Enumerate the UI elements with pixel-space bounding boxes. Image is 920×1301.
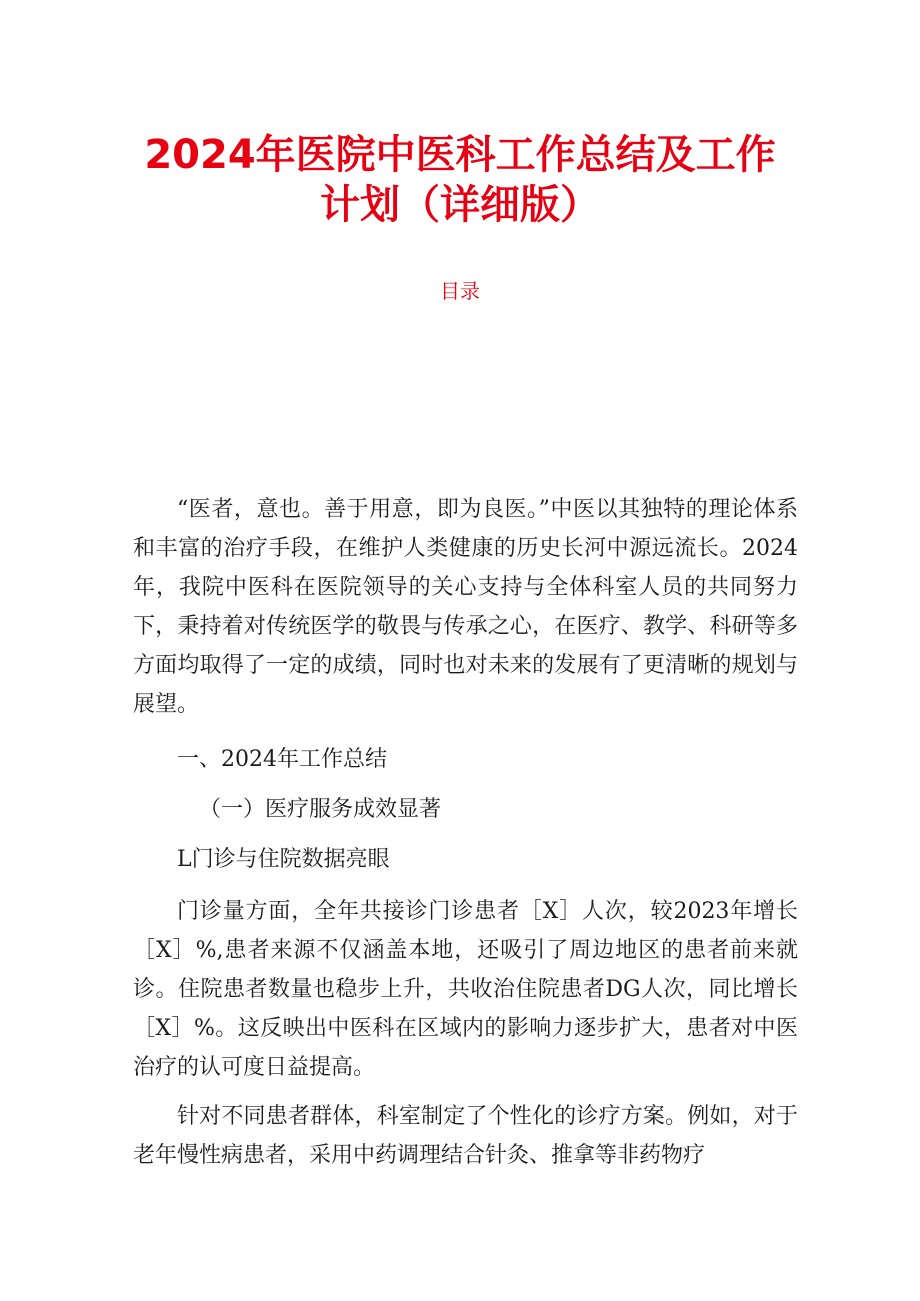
intro-paragraph-block (133, 490, 798, 724)
item-heading-block (133, 845, 798, 875)
section-heading: 一、2024年工作总结 (177, 747, 387, 772)
subsection-heading: （一）医疗服务成效显著 (199, 797, 442, 822)
section-heading-block (133, 745, 798, 775)
outpatient-paragraph-block (133, 892, 798, 1087)
table-of-contents-label: 目录 (440, 279, 480, 303)
outpatient-paragraph: 门诊量方面，全年共接诊门诊患者［X］人次，较2023年增长［X］%,患者来源不仅涵盖本地，还吸引了周边地区的患者前来就诊。住院患者数量也稳步上升，共收治住院患者DG人次，同比增长［X］%。这反映出中医科在区域内的影响力逐步扩大，患者对中医治疗的认可度日益提高。 (133, 899, 798, 1080)
item-heading: L门诊与住院数据亮眼 (177, 847, 390, 872)
document-title-line-1: 2024年医院中医科工作总结及工作 (144, 132, 776, 178)
personalized-paragraph-block (133, 1097, 798, 1175)
subsection-heading-block (133, 795, 798, 825)
personalized-paragraph: 针对不同患者群体，科室制定了个性化的诊疗方案。例如，对于老年慢性病患者，采用中药调理结合针灸、推拿等非药物疗 (133, 1104, 798, 1168)
intro-paragraph: “医者，意也。善于用意，即为良医。”中医以其独特的理论体系和丰富的治疗手段，在维护人类健康的历史长河中源远流长。2024年，我院中医科在医院领导的关心支持与全体科室人员的共同努力下，秉持着对传统医学的敬畏与传承之心，在医疗、教学、科研等多方面均取得了一定的成绩，同时也对未来的发展有了更清晰的规划与展望。 (133, 497, 798, 717)
document-title-line-2: 计划（详细版） (320, 182, 600, 228)
